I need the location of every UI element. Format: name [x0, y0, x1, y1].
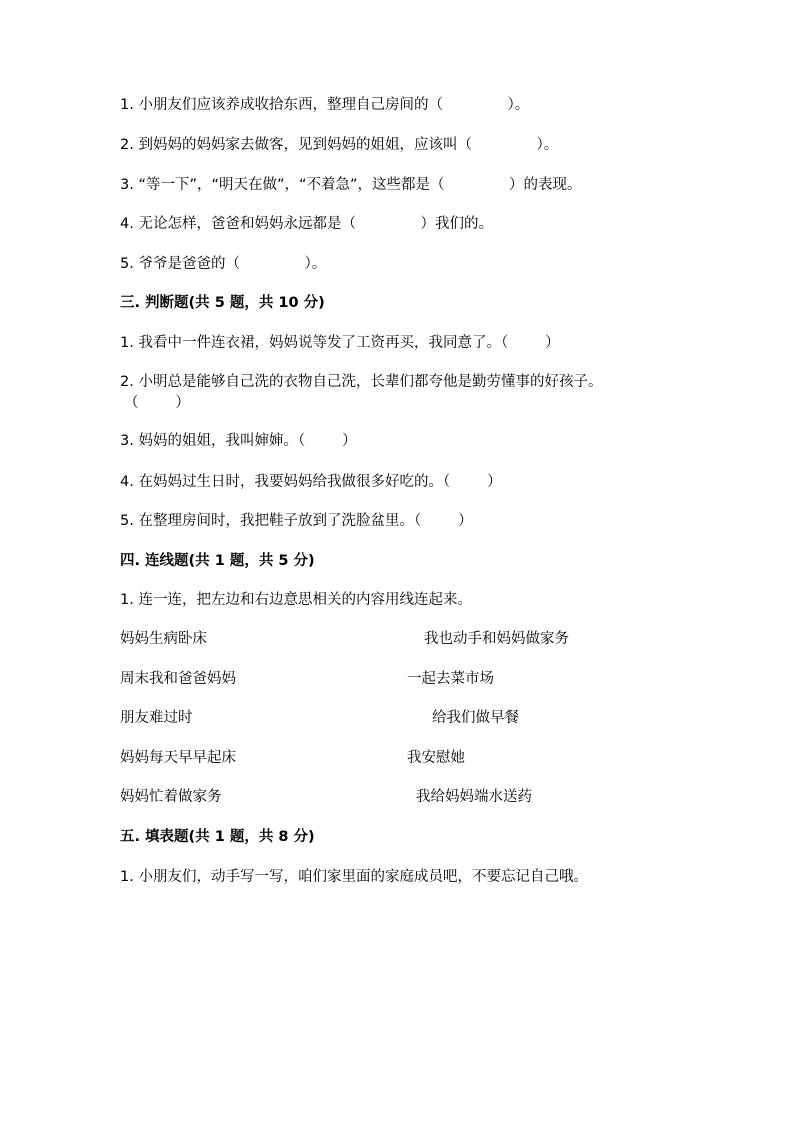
section-4-title: 四. 连线题(共 1 题，共 5 分)	[120, 553, 315, 569]
matching-right-1: 我也动手和妈妈做家务	[424, 631, 569, 647]
judge-q1: 1. 我看中一件连衣裙，妈妈说等发了工资再买，我同意了。（ ）	[120, 335, 560, 351]
section-5-title: 五. 填表题(共 1 题，共 8 分)	[120, 829, 315, 845]
matching-right-5: 我给妈妈端水送药	[416, 789, 532, 805]
fill-blank-q4: 4. 无论怎样，爸爸和妈妈永远都是（ ）我们的。	[120, 216, 493, 232]
judge-q5: 5. 在整理房间时，我把鞋子放到了洗脸盆里。（ ）	[120, 513, 473, 529]
judge-q2: 2. 小明总是能够自己洗的衣物自己洗，长辈们都夸他是勤劳懂事的好孩子。	[120, 374, 603, 390]
matching-left-2: 周末我和爸爸妈妈	[120, 671, 236, 687]
matching-right-3: 给我们做早餐	[432, 710, 519, 726]
matching-instruction: 1. 连一连，把左边和右边意思相关的内容用线连起来。	[120, 592, 472, 608]
fill-blank-q5: 5. 爷爷是爸爸的（ ）。	[120, 256, 327, 272]
fill-blank-q1: 1. 小朋友们应该养成收拾东西，整理自己房间的（ ）。	[120, 97, 530, 113]
judge-q2-answer: （ ）	[124, 395, 190, 411]
matching-right-2: 一起去菜市场	[407, 671, 494, 687]
matching-left-3: 朋友难过时	[120, 710, 193, 726]
matching-left-1: 妈妈生病卧床	[120, 631, 207, 647]
fill-blank-q3: 3. “等一下”，“明天在做”，“不着急”，这些都是（ ）的表现。	[120, 177, 582, 193]
matching-left-5: 妈妈忙着做家务	[120, 789, 222, 805]
table-instruction: 1. 小朋友们，动手写一写，咱们家里面的家庭成员吧，不要忘记自己哦。	[120, 869, 588, 885]
fill-blank-q2: 2. 到妈妈的妈妈家去做客，见到妈妈的姐姐，应该叫（ ）。	[120, 137, 559, 153]
judge-q3: 3. 妈妈的姐姐，我叫婶婶。（ ）	[120, 433, 357, 449]
matching-right-4: 我安慰她	[407, 750, 465, 766]
judge-q4: 4. 在妈妈过生日时，我要妈妈给我做很多好吃的。（ ）	[120, 474, 502, 490]
matching-left-4: 妈妈每天早早起床	[120, 750, 236, 766]
section-3-title: 三. 判断题(共 5 题，共 10 分)	[120, 295, 325, 311]
